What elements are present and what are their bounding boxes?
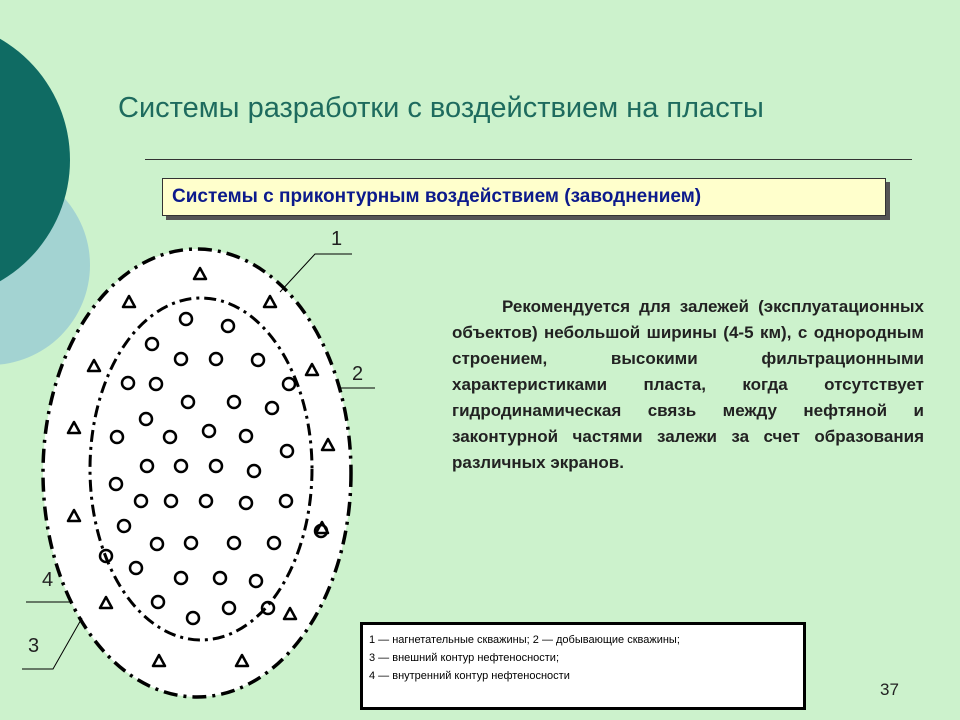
page-number: 37 (880, 680, 899, 699)
legend-line-3: 4 — внутренний контур нефтеносности (369, 670, 570, 682)
legend-line-1: 1 — нагнетательные скважины; 2 — добывающие скважины; (369, 634, 680, 646)
callout-label-3: 3 (28, 635, 40, 657)
legend-box (360, 622, 806, 710)
callout-line-1 (280, 254, 352, 292)
subtitle-box (162, 178, 886, 216)
description-text: Рекомендуется для залежей (эксплуатационных объектов) небольшой ширины (4-5 км), с однородным строением, высокими фильтрационными характеристиками пласта, когда отсутствует гидродинамическая связь между нефтяной и законтурной частями залежи за счет образования различных экранов. (452, 297, 924, 472)
callout-label-1: 1 (331, 228, 343, 250)
subtitle-text: Системы с приконтурным воздействием (заводнением) (172, 186, 702, 207)
well-layout-diagram (0, 220, 400, 720)
callout-label-4: 4 (42, 569, 54, 591)
callout-label-2: 2 (352, 363, 364, 385)
slide-title: Системы разработки с воздействием на пласты (118, 92, 764, 124)
title-divider (145, 159, 912, 160)
legend-line-2: 3 — внешний контур нефтеносности; (369, 652, 560, 664)
